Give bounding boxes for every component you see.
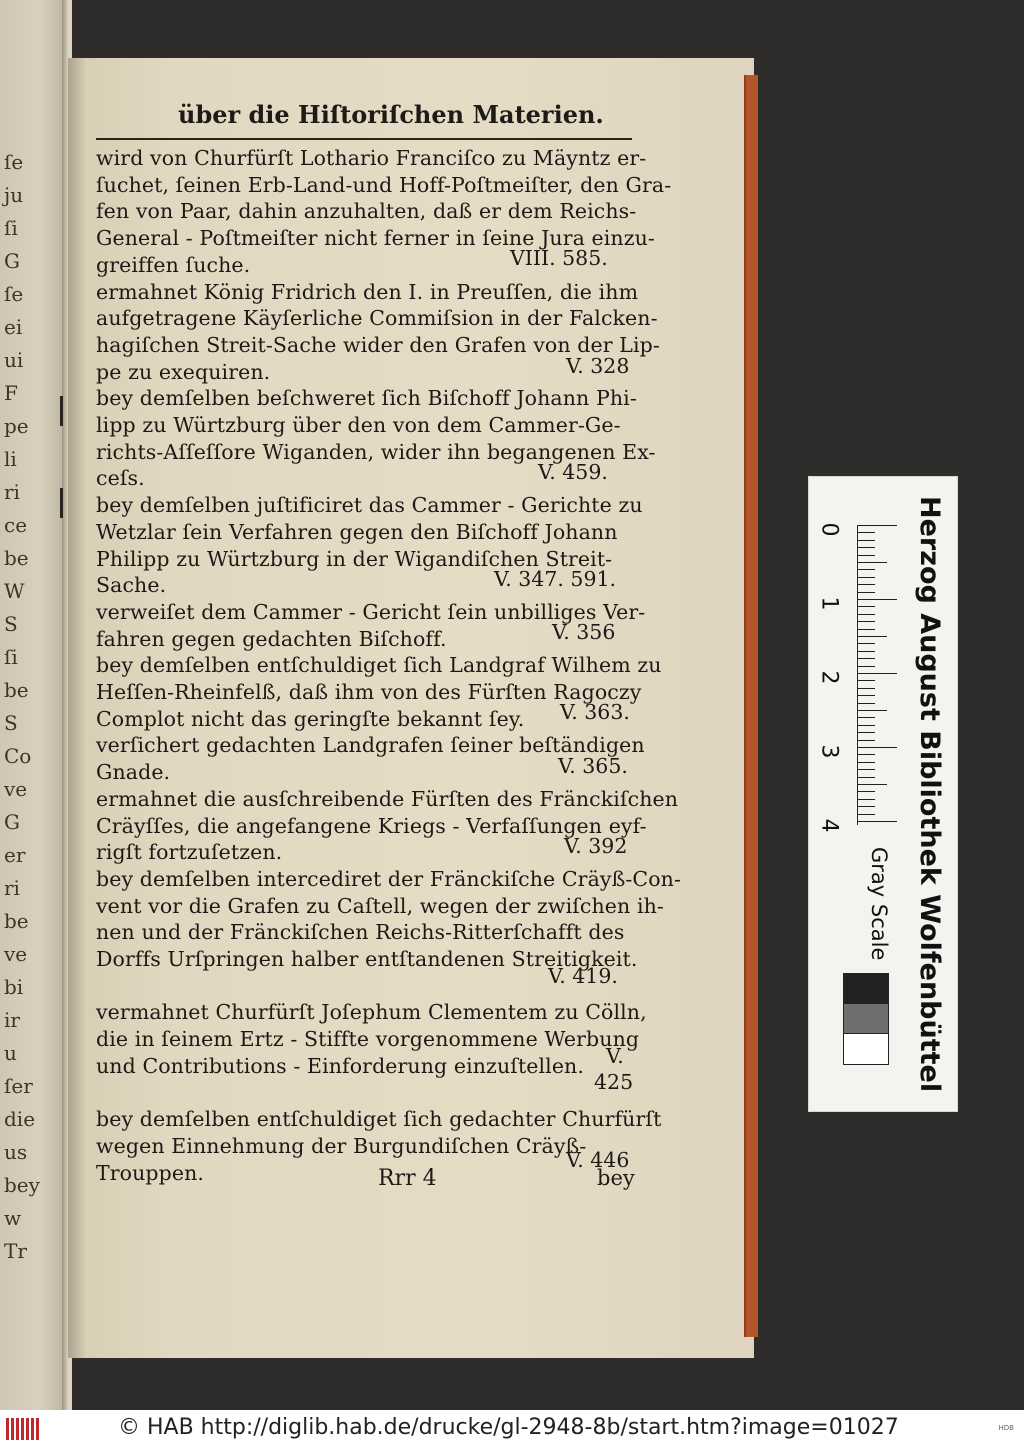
text-line: ſuchet, ſeinen Erb-Land-und Hoff-Poſtmeiſter, den Gra- xyxy=(96,172,672,197)
text-line: bey demſelben intercediret der Fränckiſche Cräyß-Con- xyxy=(96,866,681,891)
text-line: General - Poſtmeiſter nicht ferner in ſeine Jura einzu- xyxy=(96,226,655,251)
previous-page-text xyxy=(0,150,40,1272)
text-line: vermahnet Churfürſt Joſephum Clementem zu Cölln, xyxy=(96,1000,647,1025)
previous-page-fragment: ui xyxy=(4,348,24,372)
previous-page-fragment: F xyxy=(4,381,18,405)
previous-page-fragment: G xyxy=(4,810,20,834)
ruler-tick xyxy=(857,814,875,815)
previous-page-edge xyxy=(0,0,68,1410)
ruler-number: 1 xyxy=(816,596,842,611)
previous-page-fragment: Co xyxy=(4,744,32,768)
ruler-tick xyxy=(857,725,875,726)
text-line: verſichert gedachten Landgrafen ſeiner beſtändigen xyxy=(96,733,645,758)
previous-page-fragment: ju xyxy=(4,183,24,207)
ruler-tick xyxy=(857,703,875,704)
previous-page-fragment: pe xyxy=(4,414,29,438)
text-line: Heſſen-Rheinfelß, daß ihm von des Fürſten Ragoczy xyxy=(96,680,642,704)
ruler-tick xyxy=(857,666,875,667)
text-line: ermahnet die ausſchreibende Fürſten des Fränckiſchen xyxy=(96,786,679,811)
ruler-number: 2 xyxy=(816,670,842,685)
text-line: wegen Einnehmung der Burgundiſchen Cräyß- xyxy=(96,1133,587,1158)
ruler-tick xyxy=(857,732,875,733)
ruler-tick xyxy=(857,777,875,778)
text-line: nen und der Fränckiſchen Reichs-Ritterſchafft des xyxy=(96,920,625,945)
ruler-tick xyxy=(857,606,875,607)
ruler-tick xyxy=(857,569,875,570)
ruler-tick xyxy=(857,710,887,711)
text-line: Wetzlar ſein Verfahren gegen den Biſchoff Johann xyxy=(96,519,618,544)
text-line: richts-Aſſeſſore Wiganden, wider ihn begangenen Ex- xyxy=(96,439,656,464)
ruler-tick xyxy=(857,754,875,755)
page-red-edge xyxy=(744,75,758,1337)
footer-bar xyxy=(0,1410,1024,1448)
previous-page-fragment: die xyxy=(4,1107,36,1131)
previous-page-fragment: S xyxy=(4,711,18,735)
footer-mark: HDB xyxy=(998,1424,1014,1432)
ruler-tick xyxy=(857,695,875,696)
ruler-tick xyxy=(857,584,875,585)
previous-page-fragment: W xyxy=(4,579,25,603)
text-line: Philipp zu Würtzburg in der Wigandiſchen Streit- xyxy=(96,546,613,571)
ruler-tick xyxy=(857,599,897,600)
reference: V. 392 xyxy=(564,834,628,858)
ruler-tick xyxy=(857,547,875,548)
previous-page-fragment: be xyxy=(4,546,29,570)
text-line: verweiſet dem Cammer - Gericht ſein unbilliges Ver- xyxy=(96,599,646,624)
ruler-tick xyxy=(857,555,875,556)
text-line: lipp zu Würtzburg über den von dem Cammer-Ge- xyxy=(96,413,621,437)
ruler-tick xyxy=(857,680,875,681)
ruler-tick xyxy=(857,658,875,659)
ruler-tick xyxy=(857,629,875,630)
reference: V. 419. xyxy=(548,964,618,988)
text-line: Complot nicht das geringſte bekannt ſey. xyxy=(96,706,525,731)
text-line: wird von Churfürſt Lothario Franciſco zu Mäyntz er- xyxy=(96,146,647,170)
ruler-tick xyxy=(857,806,875,807)
margin-mark xyxy=(60,396,63,426)
previous-page-fragment: ſe xyxy=(4,150,24,174)
text-line: und Contributions - Einforderung einzuſtellen. xyxy=(96,1053,584,1078)
reference: V. 365. xyxy=(558,754,628,778)
ruler-tick xyxy=(857,651,875,652)
catchword: bey xyxy=(597,1166,635,1190)
ruler-number: 4 xyxy=(816,818,842,833)
ruler-tick xyxy=(857,562,887,563)
ruler-tick xyxy=(857,717,875,718)
copyright-link[interactable]: © HAB http://diglib.hab.de/drucke/gl-2948-8b/start.htm?image=01027 xyxy=(118,1415,899,1440)
previous-page-fragment: ſe xyxy=(4,282,24,306)
ruler-tick xyxy=(857,532,875,533)
ruler-tick xyxy=(857,769,875,770)
ruler-tick xyxy=(857,821,897,822)
ruler-tick xyxy=(857,784,887,785)
ruler-tick xyxy=(857,740,875,741)
previous-page-fragment: w xyxy=(4,1206,22,1230)
previous-page-fragment: ir xyxy=(4,1008,20,1032)
scale-ruler xyxy=(808,476,958,1112)
margin-mark xyxy=(60,488,63,518)
ruler-number: 0 xyxy=(816,522,842,537)
text-line: die in ſeinem Ertz - Stiffte vorgenommene Werbung xyxy=(96,1027,640,1052)
text-line: vent vor die Grafen zu Caſtell, wegen der zwiſchen ih- xyxy=(96,893,664,918)
ruler-tick xyxy=(857,747,897,748)
signature-mark: Rrr 4 xyxy=(378,1166,437,1191)
gray-scale-label: Gray Scale xyxy=(867,847,891,961)
text-line: bey demſelben juſtificiret das Cammer - Gerichte zu xyxy=(96,493,643,518)
previous-page-fragment: ei xyxy=(4,315,23,339)
reference: 425 xyxy=(594,1070,634,1094)
previous-page-fragment: li xyxy=(4,447,17,471)
ruler-tick xyxy=(857,636,887,637)
ruler-tick xyxy=(857,643,875,644)
text-line: Gnade. xyxy=(96,760,171,785)
previous-page-fragment: ve xyxy=(4,942,28,966)
gray-swatch-light xyxy=(843,1033,889,1065)
previous-page-fragment: bi xyxy=(4,975,24,999)
header-rule xyxy=(96,138,632,140)
text-line: ermahnet König Fridrich den I. in Preuſſen, die ihm xyxy=(96,279,639,304)
text-line: Trouppen. xyxy=(96,1160,205,1185)
ruler-tick xyxy=(857,614,875,615)
previous-page-fragment: be xyxy=(4,909,29,933)
previous-page-fragment: u xyxy=(4,1041,17,1065)
previous-page-fragment: S xyxy=(4,612,18,636)
text-line: bey demſelben entſchuldiget ſich Landgraf Wilhem zu xyxy=(96,653,662,678)
reference: V. 347. 591. xyxy=(494,567,617,591)
reference: VIII. 585. xyxy=(510,246,608,270)
previous-page-fragment: ſer xyxy=(4,1074,33,1098)
text-line: Sache. xyxy=(96,573,167,598)
ruler-tick xyxy=(857,525,897,526)
ruler-tick xyxy=(857,762,875,763)
ruler-number: 3 xyxy=(816,744,842,759)
reference: V. 459. xyxy=(538,460,608,484)
previous-page-fragment: us xyxy=(4,1140,28,1164)
text-line: Dorffs Urſpringen halber entſtandenen Streitigkeit. xyxy=(96,947,638,971)
reference: V. 363. xyxy=(560,700,630,724)
ruler-tick xyxy=(857,540,875,541)
text-line: bey demſelben entſchuldiget ſich gedachter Churfürſt xyxy=(96,1107,662,1132)
gray-swatch-mid xyxy=(843,1003,889,1035)
text-line: fen von Paar, dahin anzuhalten, daß er dem Reichs- xyxy=(96,199,637,224)
previous-page-fragment: er xyxy=(4,843,26,867)
ruler-tick xyxy=(857,673,897,674)
text-line: rigſt fortzuſetzen. xyxy=(96,840,283,865)
text-line: fahren gegen gedachten Biſchoff. xyxy=(96,626,447,651)
previous-page-fragment: ce xyxy=(4,513,28,537)
ruler-tick xyxy=(857,688,875,689)
previous-page-fragment: G xyxy=(4,249,20,273)
previous-page-fragment: bey xyxy=(4,1173,40,1197)
text-line: hagiſchen Streit-Sache wider den Grafen von der Lip- xyxy=(96,332,660,357)
previous-page-fragment: Tr xyxy=(4,1239,27,1263)
text-line: ceſs. xyxy=(96,466,145,491)
reference: V. 328 xyxy=(566,354,630,378)
ruler-tick xyxy=(857,799,875,800)
previous-page-fragment: ri xyxy=(4,876,20,900)
running-header: über die Hiſtoriſchen Materien. xyxy=(178,100,604,129)
reference: V. 356 xyxy=(552,620,616,644)
previous-page-fragment: ſi xyxy=(4,645,18,669)
previous-page-fragment: be xyxy=(4,678,29,702)
text-line: bey demſelben beſchweret ſich Biſchoff Johann Phi- xyxy=(96,386,637,411)
previous-page-fragment: ri xyxy=(4,480,20,504)
previous-page-fragment: ſi xyxy=(4,216,18,240)
ruler-tick xyxy=(857,577,875,578)
text-line: Cräyſſes, die angefangene Kriegs - Verfaſſungen eyf- xyxy=(96,813,647,838)
reference: V. 446 xyxy=(566,1148,630,1172)
ruler-tick xyxy=(857,791,875,792)
reference: V. xyxy=(606,1044,624,1068)
text-line: pe zu exequiren. xyxy=(96,359,271,384)
previous-page-fragment: ve xyxy=(4,777,28,801)
gray-swatch-dark xyxy=(843,973,889,1005)
hab-logo-icon xyxy=(6,1418,42,1440)
text-line: aufgetragene Käyſerliche Commiſsion in der Falcken- xyxy=(96,306,658,331)
text-line: greiffen ſuche. xyxy=(96,252,251,277)
ruler-institution-label: Herzog August Bibliothek Wolfenbüttel xyxy=(914,495,945,1093)
page-shadow xyxy=(68,58,86,1358)
ruler-tick xyxy=(857,592,875,593)
ruler-tick xyxy=(857,621,875,622)
